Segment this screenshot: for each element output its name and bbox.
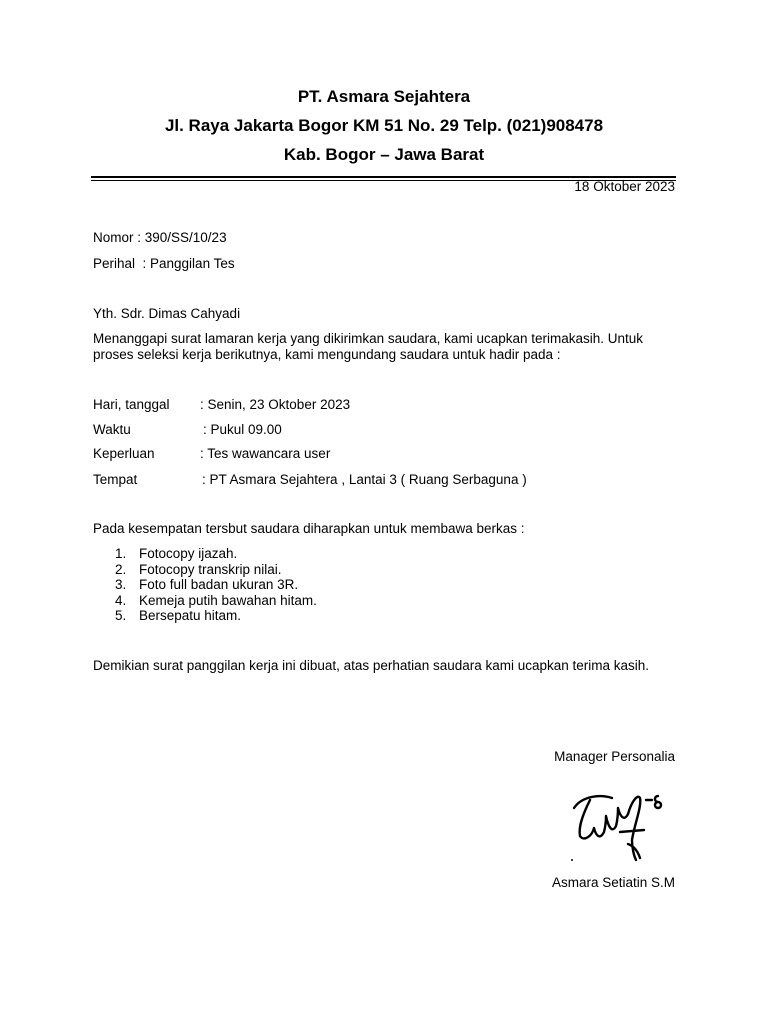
closing-paragraph: Demikian surat panggilan kerja ini dibuat, atas perhatian saudara kami ucapkan terima kasih. xyxy=(93,658,650,673)
recipient: Yth. Sdr. Dimas Cahyadi xyxy=(93,306,241,321)
list-item: 5. Bersepatu hitam. xyxy=(115,608,242,623)
signature-image xyxy=(560,786,664,866)
list-item: 2. Fotocopy transkrip nilai. xyxy=(115,561,282,577)
letter-subject: Perihal : Panggilan Tes xyxy=(93,256,235,271)
detail-label-time: Waktu xyxy=(93,422,131,437)
detail-label-place: Tempat xyxy=(93,472,138,487)
requirements-intro: Pada kesempatan tersbut saudara diharapkan untuk membawa berkas : xyxy=(93,521,525,536)
list-item: 1. Fotocopy ijazah. xyxy=(115,546,238,561)
company-name: PT. Asmara Sejahtera xyxy=(297,87,471,106)
list-item: 4. Kemeja putih bawahan hitam. xyxy=(115,592,317,608)
detail-value-purpose: : Tes wawancara user xyxy=(200,446,331,461)
detail-label-purpose: Keperluan xyxy=(93,446,155,461)
detail-value-place: : PT Asmara Sejahtera , Lantai 3 ( Ruang Serbaguna ) xyxy=(202,472,527,487)
signatory-name: Asmara Setiatin S.M xyxy=(551,875,675,890)
company-region: Kab. Bogor – Jawa Barat xyxy=(283,145,485,164)
list-item: 3. Foto full badan ukuran 3R. xyxy=(115,577,299,592)
letter-number: Nomor : 390/SS/10/23 xyxy=(93,230,227,245)
company-address: Jl. Raya Jakarta Bogor KM 51 No. 29 Telp. (021)908478 xyxy=(164,116,604,135)
intro-paragraph: Menanggapi surat lamaran kerja yang dikirimkan saudara, kami ucapkan terimakasih. Untuk proses seleksi kerja berikutnya, kami mengundang saudara untuk hadir pada : xyxy=(93,331,644,362)
detail-label-day: Hari, tanggal xyxy=(93,397,170,412)
letter-date: 18 Oktober 2023 xyxy=(574,179,675,194)
detail-value-day: : Senin, 23 Oktober 2023 xyxy=(200,397,351,412)
detail-value-time: : Pukul 09.00 xyxy=(203,422,282,437)
signatory-position: Manager Personalia xyxy=(554,749,675,764)
letterhead-divider-thick xyxy=(91,176,676,178)
requirements-list xyxy=(115,546,317,624)
